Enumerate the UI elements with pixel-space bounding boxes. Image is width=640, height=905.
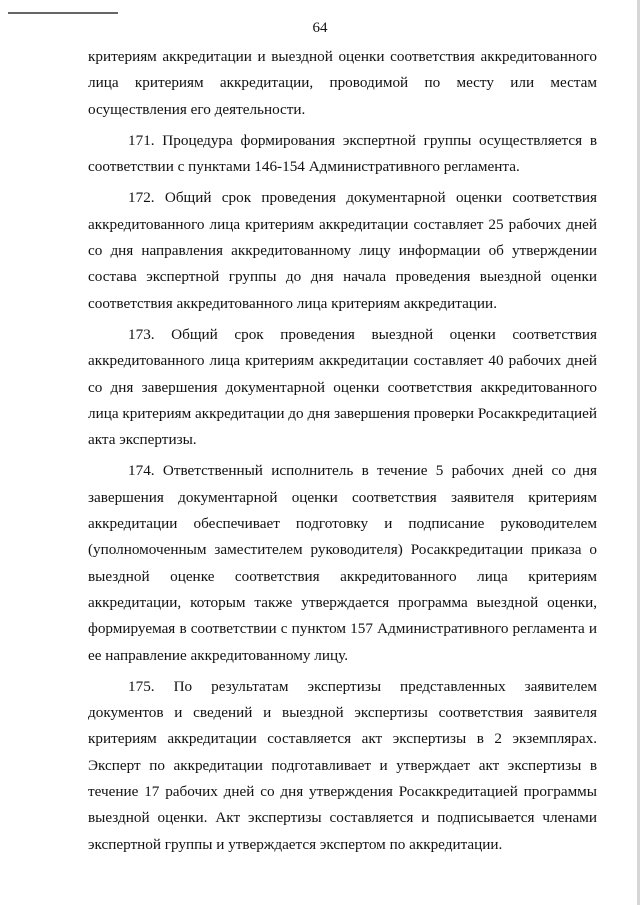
paragraph-continuation: критериям аккредитации и выездной оценки соответствия аккредитованного лица критериям аккредитации, проводимой по месту или местам осуществления его деятельности. [88, 48, 597, 118]
paragraph-173: 173. Общий срок проведения выездной оценки соответствия аккредитованного лица критериям аккредитации составляет 40 рабочих дней со дня завершения документарной оценки соответствия аккредитованного лица критериям аккредитации до дня завершения проверки Росаккредитацией акта экспертизы. [88, 325, 597, 449]
paragraph-171: 171. Процедура формирования экспертной группы осуществляется в соответствии с пунктами 146-154 Административного регламента. [88, 131, 597, 176]
paragraph-172: 172. Общий срок проведения документарной оценки соответствия аккредитованного лица критериям аккредитации составляет 25 рабочих дней со дня направления аккредитованному лицу информации об утверждении состава экспертной группы до дня начала проведения выездной оценки соответствия аккредитованного лица критериям аккредитации. [88, 189, 597, 312]
scan-artifact-line [8, 12, 118, 14]
paragraph-175: 175. По результатам экспертизы представленных заявителем документов и сведений и выездной экспертизы соответствия заявителя критериям аккредитации составляется акт экспертизы в 2 экземплярах. Эксперт по аккредитации подготавливает и утверждает акт экспертизы в течение 17 рабочих дней со дня утверждения Росаккредитацией программы выездной оценки. Акт экспертизы составляется и подписывается членами экспертной группы и утверждается экспертом по аккредитации. [88, 677, 597, 853]
page-number: 64 [312, 20, 328, 36]
document-body [88, 44, 597, 863]
paragraph-174: 174. Ответственный исполнитель в течение 5 рабочих дней со дня завершения документарной оценки соответствия заявителя критериям аккредитации обеспечивает подготовку и подписание руководителем (уполномоченным заместителем руководителя) Росаккредитации приказа о выездной оценке соответствия аккредитованного лица критериям аккредитации, которым также утверждается программа выездной оценки, формируемая в соответствии с пунктом 157 Административного регламента и ее направление аккредитованному лицу. [88, 462, 597, 664]
